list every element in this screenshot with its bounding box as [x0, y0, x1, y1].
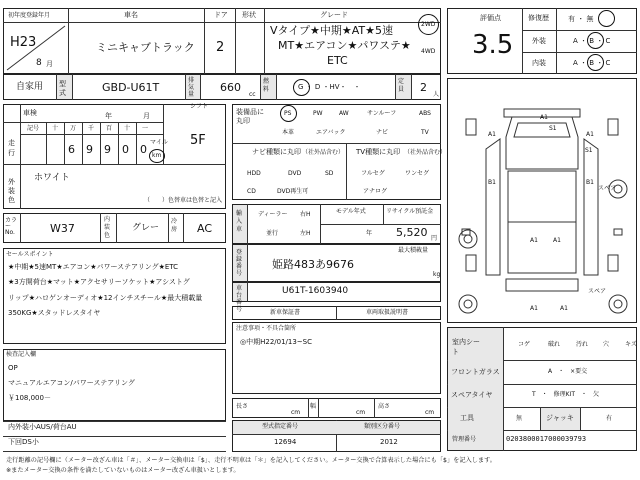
repair-options: 有 ・ 無: [568, 15, 594, 23]
equip-sunroof: サンルーフ: [367, 110, 397, 117]
equip-tv: TV: [421, 129, 429, 136]
chassis-label: 車台番号: [236, 285, 243, 313]
model-year-label: モデル年式: [336, 208, 366, 215]
exterior-grade-label: 外装: [532, 37, 546, 45]
chassis-value: U61T-1603940: [282, 286, 349, 296]
diag-s1-right: S1: [585, 147, 593, 154]
inspector-line-1: OP: [8, 364, 18, 372]
spare-tire-label: スペアタイヤ: [451, 391, 493, 399]
inspector-line-3: ￥108,000－: [8, 394, 51, 402]
history-label: 車検: [23, 109, 37, 117]
selling-points-label: セールスポイント: [6, 251, 54, 258]
notes-value: ◎中期H22/01/13~SC: [240, 338, 313, 346]
notes-block: [232, 322, 441, 394]
seat-label: 室内シート: [452, 338, 480, 356]
selling-point-4: 350KG★スタッドレスタイヤ: [8, 309, 101, 317]
grade-line-2: MT★エアコン★パワステ★: [278, 39, 411, 52]
unit-6: 一: [142, 125, 149, 132]
interior-grade-label: 内装: [532, 59, 546, 67]
class-number-value: 2012: [380, 438, 398, 446]
digit-2: 9: [86, 143, 93, 156]
unit-2: 万: [70, 125, 77, 132]
inspector-line-2: マニュアルエアコン/パワーステアリング: [8, 379, 135, 387]
history-mileage-block: [3, 104, 226, 209]
unit-5: 十: [124, 125, 131, 132]
length-label: 長さ: [236, 403, 249, 410]
length-unit: cm: [291, 409, 301, 416]
digit-1: 6: [68, 143, 75, 156]
width-unit: cm: [356, 409, 366, 416]
recycle-label: リサイクル預託金: [386, 208, 434, 215]
usage: 自家用: [16, 82, 44, 92]
seat-tear: 破れ: [548, 341, 561, 348]
interior-b-circle: [587, 54, 604, 71]
plate-label: 登録番号: [236, 249, 243, 277]
history-month-label: 月: [143, 112, 150, 120]
notes-label: 注意事項・不具合箇所: [236, 325, 297, 332]
doors-value: 2: [216, 40, 225, 55]
mileage-label: 走行: [8, 139, 15, 157]
car-name: ミニキャブトラック: [96, 41, 195, 54]
person-unit: 人: [433, 91, 440, 98]
cc-unit: cc: [249, 91, 256, 98]
model-year-unit: 年: [366, 230, 373, 237]
diag-a1-bottom: A1: [530, 305, 538, 312]
equip-airbag: エアバック: [316, 129, 346, 136]
first-reg-year: H23: [10, 35, 37, 50]
repair-label: 修復歴: [528, 14, 549, 22]
displacement-label: 排気量: [188, 77, 195, 98]
import-left: 左H: [300, 230, 311, 237]
interior-grades: A ・ B ・ C: [573, 59, 611, 67]
exterior-grades: A ・ B ・ C: [573, 37, 611, 45]
new-car-warranty: 新車保証書: [270, 309, 301, 316]
height-label: 高さ: [378, 403, 391, 410]
footer-line-1: 走行距離の記号欄に（メーター改ざん車は「＃」、メーター交換車は「$」、走行不明車は「＊」を記入してください。メーター交換で合算表示した場合にも「$」を記入します。: [6, 457, 496, 464]
recycle-value: 5,520: [396, 226, 428, 239]
navi-dvd: DVD: [288, 170, 302, 177]
grade-label: グレード: [320, 11, 348, 19]
digit-4: 0: [122, 143, 129, 156]
diag-a1-bottom2: A1: [560, 305, 568, 312]
ac-label: 冷房: [171, 218, 178, 233]
footer-line-2: ※またメーター交換の条件を満たしていないものはメーター改ざん車扱いとします。: [6, 467, 240, 474]
type-designation-label: 型式指定番号: [262, 423, 299, 430]
seat-hole: 穴: [603, 341, 610, 348]
import-parallel: 並行: [266, 230, 279, 237]
exterior-color-label: 外装色: [8, 178, 15, 204]
max-load-unit: kg: [433, 271, 441, 278]
import-right: 右H: [300, 211, 311, 218]
inspector-label: 検査記入欄: [6, 351, 37, 358]
month-unit: 月: [46, 60, 53, 68]
unit-4: 百: [106, 125, 113, 132]
glass-label: フロントガラス: [451, 368, 500, 376]
equip-leather: 本革: [282, 129, 295, 136]
repair-none-circle: [598, 10, 615, 27]
fuel-options: G ・ D ・HV・ ・: [298, 83, 361, 91]
doors-label: ドア: [214, 11, 228, 19]
import-dealer: ディーラー: [258, 211, 288, 218]
exterior-color-value: ホワイト: [34, 173, 70, 183]
tv-oneseg: ワンセグ: [405, 170, 430, 177]
seat-burn: コゲ: [518, 341, 531, 348]
ac-value: AC: [197, 222, 213, 235]
extra-line-1: 内外装小AUS/荷台AU: [8, 423, 77, 431]
displacement-value: 660: [220, 81, 241, 94]
seat-stain: 汚れ: [576, 341, 589, 348]
equipment-label: 装備品に丸印: [236, 108, 264, 125]
mile-label: マイル: [150, 139, 168, 146]
capacity-label: 定員: [398, 78, 405, 93]
navi-label: ナビ種類に丸印: [252, 148, 301, 156]
grade-line-3: ETC: [327, 54, 348, 67]
recycle-unit: 円: [431, 235, 438, 242]
unit-0: 記号: [27, 125, 40, 132]
navi-sd: SD: [325, 170, 334, 177]
height-unit: cm: [425, 409, 435, 416]
selling-point-2: ★3方開荷台★マット★アクセサリーソケット★アシストグ: [8, 278, 190, 286]
spare-tire-value: T ・ 修理KIT ・ 欠: [532, 391, 600, 398]
type-designation-value: 12694: [274, 438, 297, 446]
grade-line-1: Vタイプ★中期★AT★5速: [270, 24, 393, 37]
spare-label-1: スペア: [598, 185, 617, 192]
plate-value: 姫路483あ9676: [272, 258, 354, 271]
color-row: [3, 213, 226, 243]
capacity-value: 2: [420, 81, 427, 94]
tv-fullseg: フルセグ: [361, 170, 385, 177]
equip-abs: ABS: [419, 110, 431, 117]
diag-a1-left: A1: [488, 131, 496, 138]
navi-cd: CD: [247, 188, 256, 195]
tools-label: 工具: [460, 414, 474, 422]
admin-number-label: 管理番号: [452, 436, 477, 443]
seat-scratch: キズ: [625, 341, 637, 348]
dimensions-block: [232, 398, 441, 418]
history-year-label: 年: [105, 112, 112, 120]
diag-a1-right: A1: [586, 131, 594, 138]
color-change-note: （ ）色替車は色替と記入: [144, 197, 223, 204]
exterior-b-circle: [587, 32, 604, 49]
jack-value: 有: [606, 415, 613, 422]
extra-line-2: 下回DS小: [8, 438, 39, 446]
selling-point-3: リップ★ハロゲンオーディオ★12インチスチール★最大積載量: [8, 294, 203, 302]
interior-color-value: グレー: [132, 223, 160, 233]
score-label: 評価点: [480, 14, 501, 22]
tv-sub: （社外品含む）: [404, 149, 447, 156]
diag-a1-rear: A1: [530, 237, 538, 244]
navi-dvd-play: DVD再生可: [277, 188, 309, 195]
model-value: GBD-U61T: [102, 81, 160, 94]
diag-a1-top: A1: [540, 114, 548, 121]
fuel-label: 燃料: [263, 78, 270, 93]
equip-pw: PW: [313, 110, 323, 117]
first-reg-label: 初年度登録年月: [8, 12, 51, 19]
diag-a1-rear2: A1: [553, 237, 561, 244]
import-label: 輸入車: [236, 210, 243, 233]
equip-navi: ナビ: [376, 129, 389, 136]
unit-1: 十: [52, 125, 59, 132]
color-code-label: カラーNo.: [5, 217, 18, 236]
equip-aw: AW: [339, 110, 349, 117]
admin-number-value: 0203800017000039793: [506, 435, 587, 443]
class-number-label: 類別区分番号: [364, 423, 401, 430]
digit-5: 0: [140, 143, 147, 156]
spare-label-2: スペア: [588, 288, 607, 295]
drive-4wd: 4WD: [421, 48, 436, 55]
unit-3: 千: [88, 125, 95, 132]
car-name-label: 車名: [124, 11, 138, 19]
max-load-label: 最大積載量: [398, 247, 429, 254]
tools-value: 無: [516, 415, 523, 422]
navi-sub: （社外品含む）: [302, 149, 345, 156]
diag-b1-left: B1: [488, 179, 496, 186]
interior-color-label: 内装色: [104, 216, 111, 239]
shift-label: シフト: [190, 103, 209, 110]
shift-value: 5F: [190, 133, 206, 148]
tv-label: TV種類に丸印: [356, 148, 401, 156]
shape-label: 形状: [242, 11, 256, 19]
vehicle-manual: 車両取扱説明書: [366, 309, 409, 316]
navi-hdd: HDD: [247, 170, 261, 177]
score-value: 3.5: [472, 30, 514, 60]
diag-b1-right: B1: [586, 179, 594, 186]
glass-value: A ・ ×要交: [548, 368, 588, 375]
drive-2wd: 2WD: [421, 21, 436, 28]
km-label: km: [152, 152, 162, 159]
width-label: 幅: [310, 403, 317, 410]
equip-ps: PS: [284, 110, 292, 117]
diag-s1-top: S1: [549, 125, 557, 132]
model-label: 型式: [59, 80, 66, 97]
jack-label: ジャッキ: [546, 414, 574, 422]
color-code-value: W37: [50, 222, 75, 235]
tv-analog: アナログ: [363, 188, 388, 195]
digit-3: 9: [104, 143, 111, 156]
selling-point-1: ★中期★5速MT★エアコン★パワーステアリング★ETC: [8, 263, 179, 271]
first-reg-month: 8: [36, 58, 42, 68]
